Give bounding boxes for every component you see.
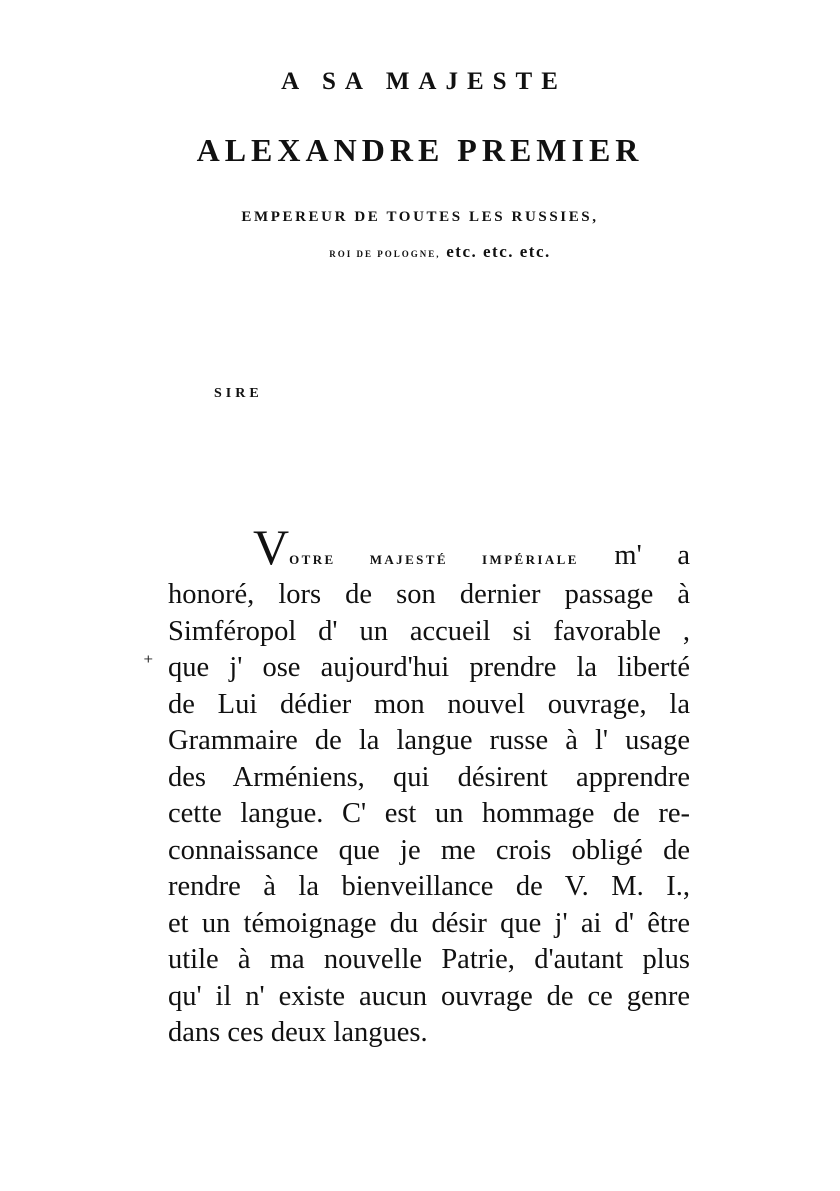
body-line: de Lui dédier mon nouvel ouvrage, la	[168, 688, 690, 720]
margin-mark: ⁺	[143, 652, 154, 674]
body-line: cette langue. C' est un hommage de re-	[168, 798, 690, 829]
body-line: et un témoignage du désir que j' ai d' être	[168, 907, 690, 939]
body-line: Grammaire de la langue russe à l' usage	[168, 725, 690, 756]
dedication-line-3: EMPEREUR DE TOUTES LES RUSSIES,	[241, 209, 599, 225]
body-line: utile à ma nouvelle Patrie, d'autant plus	[168, 944, 690, 975]
body-line: rendre à la bienveillance de V. M. I.,	[168, 871, 690, 902]
body-last-line: dans ces deux langues.	[168, 1017, 428, 1048]
dedication-line-2: ALEXANDRE PREMIER	[196, 132, 644, 168]
dedication-line-4-rest: etc. etc. etc.	[446, 242, 551, 261]
dedication-line-4	[0, 242, 840, 262]
body-line: honoré, lors de son dernier passage à	[168, 579, 690, 610]
body-line: qu' il n' existe aucun ouvrage de ce genre	[168, 980, 690, 1012]
body-line: des Arméniens, qui désirent apprendre	[168, 761, 690, 793]
dedication-line-4-caps: ROI DE POLOGNE,	[329, 249, 441, 259]
body-first-line	[168, 519, 691, 577]
body-first-rest: m' a	[614, 540, 691, 571]
letter-body	[168, 519, 691, 1052]
body-line: Simféropol d' un accueil si favorable ,	[168, 615, 690, 647]
drop-cap: V	[253, 519, 290, 575]
body-line: que j' ose aujourd'hui prendre la liberté	[168, 652, 690, 683]
salutation: SIRE	[214, 386, 263, 401]
body-first-caps: OTRE MAJESTÉ IMPÉRIALE	[289, 552, 579, 567]
body-line: connaissance que je me crois obligé de	[168, 834, 690, 866]
dedication-line-1: A SA MAJESTE	[281, 68, 567, 95]
